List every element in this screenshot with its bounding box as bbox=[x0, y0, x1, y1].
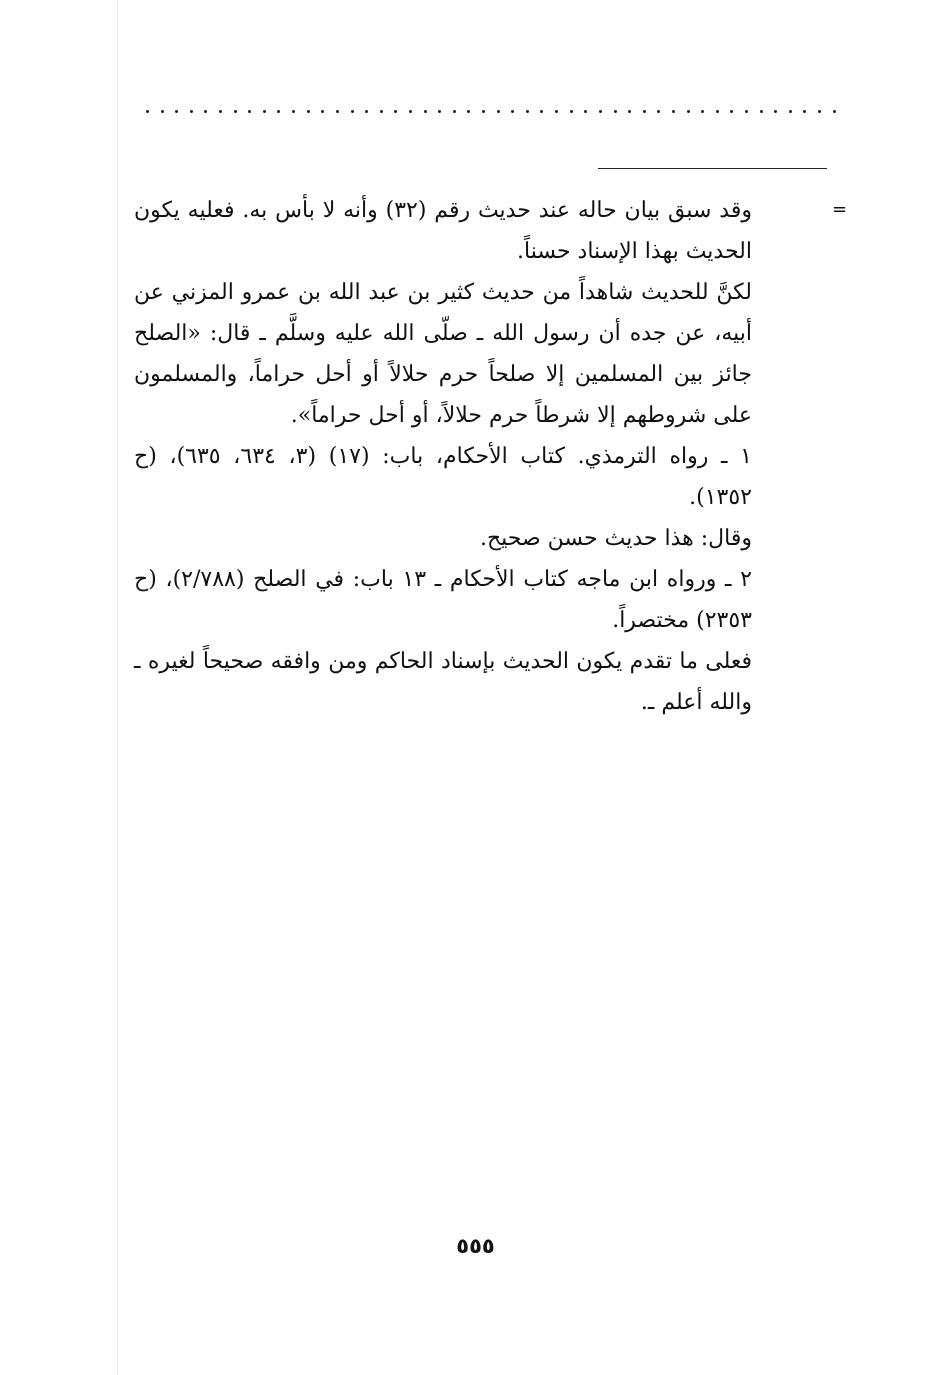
continuation-marker: = bbox=[832, 199, 848, 220]
header-dot bbox=[672, 110, 675, 113]
header-dot bbox=[321, 110, 324, 113]
header-dot bbox=[570, 110, 573, 113]
header-dot bbox=[365, 110, 368, 113]
header-dot bbox=[146, 110, 149, 113]
header-dot bbox=[774, 110, 777, 113]
paragraph-supporting-hadith: لكنَّ للحديث شاهداً من حديث كثير بن عبد الله بن عمرو المزني عن أبيه، عن جده أن رسول الله ـ صلّى الله عليه وسلَّم ـ قال: «الصلح جائز بين المسلمين إلا صلحاً حرم حلالاً أو أحل حراماً، والمسلمون على شروطهم إلا شرطاً حرم حلالاً، أو أحل حراماً». bbox=[134, 280, 752, 428]
paragraph-status-note: وقد سبق بيان حاله عند حديث رقم (٣٢) وأنه لا بأس به. فعليه يكون الحديث بهذا الإسناد حسناً. bbox=[134, 198, 752, 264]
header-dot bbox=[716, 110, 719, 113]
header-dot bbox=[555, 110, 558, 113]
header-dot bbox=[526, 110, 529, 113]
header-dot bbox=[760, 110, 763, 113]
header-dot bbox=[380, 110, 383, 113]
header-dot bbox=[248, 110, 251, 113]
header-dot bbox=[161, 110, 164, 113]
header-dot bbox=[277, 110, 280, 113]
header-dot bbox=[467, 110, 470, 113]
header-dot bbox=[730, 110, 733, 113]
header-dot bbox=[540, 110, 543, 113]
paragraph-conclusion: فعلى ما تقدم يكون الحديث بإسناد الحاكم ومن وافقه صحيحاً لغيره ـ والله أعلم ـ. bbox=[134, 649, 752, 715]
header-dot bbox=[351, 110, 354, 113]
header-dot bbox=[687, 110, 690, 113]
header-dot bbox=[497, 110, 500, 113]
header-dot bbox=[292, 110, 295, 113]
header-dot bbox=[628, 110, 631, 113]
header-dot bbox=[394, 110, 397, 113]
header-dot bbox=[336, 110, 339, 113]
header-dot bbox=[701, 110, 704, 113]
header-dot bbox=[643, 110, 646, 113]
header-dot bbox=[657, 110, 660, 113]
header-dot bbox=[175, 110, 178, 113]
header-dot bbox=[482, 110, 485, 113]
header-dot bbox=[584, 110, 587, 113]
header-dot bbox=[745, 110, 748, 113]
page-number: ٥٥٥ bbox=[456, 1234, 495, 1258]
header-dot bbox=[204, 110, 207, 113]
header-dot bbox=[190, 110, 193, 113]
header-dot bbox=[409, 110, 412, 113]
paragraph-ibn-majah-reference: ٢ ـ ورواه ابن ماجه كتاب الأحكام ـ ١٣ باب: في الصلح (٢/٧٨٨)، (ح ٢٣٥٣) مختصراً. bbox=[134, 567, 752, 633]
header-dot bbox=[803, 110, 806, 113]
page-edge-guide bbox=[117, 0, 118, 1375]
header-dot bbox=[453, 110, 456, 113]
header-dot bbox=[511, 110, 514, 113]
header-dot bbox=[599, 110, 602, 113]
header-dot bbox=[424, 110, 427, 113]
header-dot bbox=[307, 110, 310, 113]
footnote-text bbox=[134, 190, 752, 723]
paragraph-tirmidhi-reference: ١ ـ رواه الترمذي. كتاب الأحكام، باب: (١٧) (٣، ٦٣٤، ٦٣٥)، (ح ١٣٥٢). bbox=[134, 444, 752, 510]
header-dot bbox=[219, 110, 222, 113]
header-dot bbox=[438, 110, 441, 113]
header-dot bbox=[818, 110, 821, 113]
footnote-separator-rule bbox=[598, 168, 827, 169]
header-dotted-rule bbox=[146, 104, 836, 118]
paragraph-tirmidhi-grading: وقال: هذا حديث حسن صحيح. bbox=[479, 526, 752, 551]
header-dot bbox=[833, 110, 836, 113]
header-dot bbox=[263, 110, 266, 113]
header-dot bbox=[234, 110, 237, 113]
header-dot bbox=[789, 110, 792, 113]
header-dot bbox=[614, 110, 617, 113]
